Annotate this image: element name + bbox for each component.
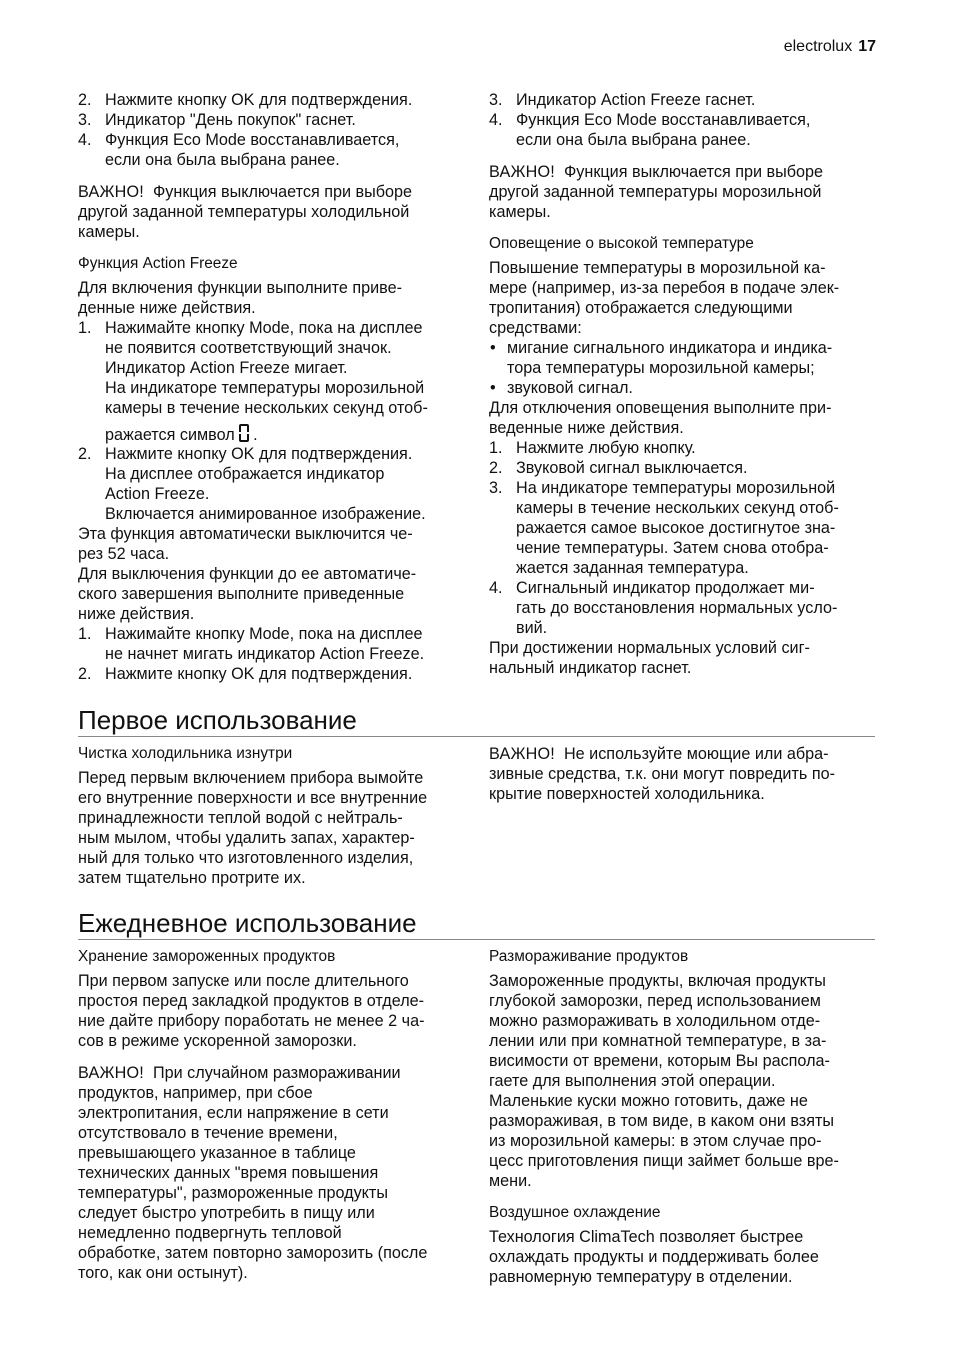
note-text: камеры. xyxy=(489,203,551,221)
paragraph-line: При достижении нормальных условий сиг- xyxy=(489,639,810,657)
important-label: ВАЖНО! xyxy=(78,183,144,201)
item-text: Сигнальный индикатор продолжает ми- xyxy=(516,579,815,597)
list-item xyxy=(78,110,468,130)
paragraph-line: Для включения функции выполните приве- xyxy=(78,279,402,297)
paragraph-line: Технология ClimaTech позволяет быстрее xyxy=(489,1228,804,1246)
item-text: не начнет мигать индикатор Action Freeze. xyxy=(105,645,425,663)
note-text: превышающего указанное в таблице xyxy=(78,1144,356,1162)
item-text: жается заданная температура. xyxy=(516,559,749,577)
item-text: Функция Eco Mode восстанавливается, xyxy=(105,131,400,149)
numbered-list xyxy=(78,90,468,170)
paragraph-line: Замороженные продукты, включая продукты xyxy=(489,972,826,990)
subheading-defrosting: Размораживание продуктов xyxy=(489,948,689,965)
item-text: Звуковой сигнал выключается. xyxy=(516,459,748,477)
item-text: камеры в течение нескольких секунд отоб- xyxy=(516,499,839,517)
item-text: ражается самое высокое достигнутое зна- xyxy=(516,519,836,537)
paragraph-line: ный для только что изготовленного изделия, xyxy=(78,849,414,867)
list-item xyxy=(489,458,879,478)
paragraph-line: лении или при комнатной температуре, в за- xyxy=(489,1032,827,1050)
paragraph-line: нальный индикатор гаснет. xyxy=(489,659,692,677)
item-text: Нажимайте кнопку Mode, пока на дисплее xyxy=(105,625,423,643)
item-number: 3. xyxy=(78,111,92,129)
paragraph-line: затем тщательно протрите их. xyxy=(78,869,306,887)
note-text: крытие поверхностей холодильника. xyxy=(489,785,765,803)
item-text: На индикаторе температуры морозильной xyxy=(516,479,836,497)
paragraph-line: цесс приготовления пищи займет больше вре- xyxy=(489,1152,839,1170)
item-text: Нажмите кнопку OK для подтверждения. xyxy=(105,445,413,463)
item-number: 1. xyxy=(78,625,92,643)
item-number: 2. xyxy=(78,445,92,463)
item-text: Нажмите кнопку OK для подтверждения. xyxy=(105,665,413,683)
item-text: Функция Eco Mode восстанавливается, xyxy=(516,111,811,129)
note-text: зивные средства, т.к. они могут повредить по- xyxy=(489,765,835,783)
paragraph-line: равномерную температуру в отделении. xyxy=(489,1268,793,1286)
paragraph-line: из морозильной камеры: в этом случае про- xyxy=(489,1132,822,1150)
paragraph-line: можно размораживать в холодильном отде- xyxy=(489,1012,821,1030)
paragraph-line: тропитания) отображается следующими xyxy=(489,299,793,317)
section-title-first-use: Первое использование xyxy=(78,705,875,737)
item-text: Индикатор "День покупок" гаснет. xyxy=(105,111,356,129)
item-number: 1. xyxy=(489,439,503,457)
page-number: 17 xyxy=(858,38,876,55)
paragraph-line: гаете для выполнения этой операции. xyxy=(489,1072,776,1090)
item-text: Нажмите любую кнопку. xyxy=(516,439,696,457)
note-text: немедленно подвергнуть тепловой xyxy=(78,1224,342,1242)
brand-name: electrolux xyxy=(783,38,853,55)
left-column-top xyxy=(78,90,468,684)
item-text: ражается символ xyxy=(105,426,235,444)
bullet-item xyxy=(489,338,879,378)
note-text: отсутствовало в течение времени, xyxy=(78,1124,338,1142)
note-text: При случайном размораживании xyxy=(152,1064,401,1082)
note-text: камеры. xyxy=(78,223,140,241)
list-item xyxy=(78,624,468,664)
list-item xyxy=(78,444,468,524)
note-text: электропитания, если напряжение в сети xyxy=(78,1104,389,1122)
list-item xyxy=(489,438,879,458)
subheading-action-freeze: Функция Action Freeze xyxy=(78,255,238,272)
item-text: камеры в течение нескольких секунд отоб- xyxy=(105,399,428,417)
item-text: Нажимайте кнопку Mode, пока на дисплее xyxy=(105,319,423,337)
note-text: продуктов, например, при сбое xyxy=(78,1084,313,1102)
page-header xyxy=(784,37,876,57)
paragraph-line: сов в режиме ускоренной заморозки. xyxy=(78,1032,357,1050)
paragraph-line: Перед первым включением прибора вымойте xyxy=(78,769,424,787)
note-text: того, как они остынут). xyxy=(78,1264,248,1282)
paragraph-line: Маленькие куски можно готовить, даже не xyxy=(489,1092,808,1110)
paragraph-line: Эта функция автоматически выключится че- xyxy=(78,525,413,543)
paragraph-line: При первом запуске или после длительного xyxy=(78,972,409,990)
subheading-high-temp-alarm: Оповещение о высокой температуре xyxy=(489,235,754,252)
bullet-mark: • xyxy=(490,379,496,397)
item-text: Нажмите кнопку OK для подтверждения. xyxy=(105,91,413,109)
item-text: На дисплее отображается индикатор xyxy=(105,465,385,483)
paragraph-line: простоя перед закладкой продуктов в отделе- xyxy=(78,992,425,1010)
bullet-item xyxy=(489,378,879,398)
paragraph-line: Повышение температуры в морозильной ка- xyxy=(489,259,826,277)
paragraph-line: Для отключения оповещения выполните при- xyxy=(489,399,832,417)
paragraph-line: ние дайте прибору поработать не менее 2 ча- xyxy=(78,1012,425,1030)
item-text: звуковой сигнал. xyxy=(507,379,633,397)
important-note xyxy=(78,182,468,242)
item-number: 3. xyxy=(489,479,503,497)
note-text: Функция выключается при выборе xyxy=(152,183,413,201)
item-number: 2. xyxy=(489,459,503,477)
item-number: 1. xyxy=(78,319,92,337)
item-number: 4. xyxy=(78,131,92,149)
subheading-air-cooling: Воздушное охлаждение xyxy=(489,1204,661,1221)
paragraph-line: Для выключения функции до ее автоматиче- xyxy=(78,565,417,583)
list-item xyxy=(489,90,879,110)
paragraph-line: охлаждать продукты и поддерживать более xyxy=(489,1248,819,1266)
item-number: 4. xyxy=(489,111,503,129)
daily-use-right xyxy=(489,947,879,1287)
important-label: ВАЖНО! xyxy=(489,163,555,181)
paragraph-line: висимости от времени, которым Вы распола- xyxy=(489,1052,830,1070)
item-text: вий. xyxy=(516,619,548,637)
first-use-left xyxy=(78,744,468,888)
item-text: . xyxy=(253,426,258,444)
right-column-top xyxy=(489,90,879,678)
important-label: ВАЖНО! xyxy=(489,745,555,763)
subheading-cleaning: Чистка холодильника изнутри xyxy=(78,745,293,762)
paragraph-line: размораживая, в том виде, в каком они взяты xyxy=(489,1112,835,1130)
list-item xyxy=(78,664,468,684)
note-text: Функция выключается при выборе xyxy=(563,163,824,181)
paragraph-line: ниже действия. xyxy=(78,605,195,623)
item-text: если она была выбрана ранее. xyxy=(105,151,340,169)
list-item xyxy=(489,110,879,150)
paragraph-line: мере (например, из-за перебоя в подаче элек- xyxy=(489,279,840,297)
paragraph-line: ным мылом, чтобы удалить запах, характер- xyxy=(78,829,415,847)
first-use-right xyxy=(489,744,879,804)
item-text: Индикатор Action Freeze мигает. xyxy=(105,359,348,377)
note-text: температуры", размороженные продукты xyxy=(78,1184,388,1202)
item-number: 2. xyxy=(78,665,92,683)
note-text: другой заданной температуры морозильной xyxy=(489,183,822,201)
item-text: чение температуры. Затем снова отобра- xyxy=(516,539,829,557)
list-item xyxy=(78,318,468,444)
paragraph-line: принадлежности теплой водой с нейтраль- xyxy=(78,809,403,827)
bullet-mark: • xyxy=(490,339,496,357)
paragraph-line: веденные ниже действия. xyxy=(489,419,684,437)
item-text: Включается анимированное изображение. xyxy=(105,505,426,523)
paragraph-line: рез 52 часа. xyxy=(78,545,170,563)
item-text: не появится соответствующий значок. xyxy=(105,339,392,357)
list-item xyxy=(78,90,468,110)
item-text: если она была выбрана ранее. xyxy=(516,131,751,149)
list-item xyxy=(78,130,468,170)
item-text: Action Freeze. xyxy=(105,485,210,503)
paragraph-line: глубокой заморозки, перед использованием xyxy=(489,992,821,1010)
list-item xyxy=(489,478,879,578)
item-number: 3. xyxy=(489,91,503,109)
item-text: Индикатор Action Freeze гаснет. xyxy=(516,91,756,109)
note-text: следует быстро употребить в пищу или xyxy=(78,1204,375,1222)
note-text: обработке, затем повторно заморозить (после xyxy=(78,1244,428,1262)
item-text: На индикаторе температуры морозильной xyxy=(105,379,425,397)
note-text: Не используйте моющие или абра- xyxy=(563,745,829,763)
paragraph-line: ского завершения выполните приведенные xyxy=(78,585,405,603)
paragraph-line: средствами: xyxy=(489,319,582,337)
item-text: тора температуры морозильной камеры; xyxy=(507,359,815,377)
item-number: 2. xyxy=(78,91,92,109)
item-text: гать до восстановления нормальных усло- xyxy=(516,599,838,617)
paragraph-line: мени. xyxy=(489,1172,532,1190)
note-text: другой заданной температуры холодильной xyxy=(78,203,410,221)
display-symbol-icon xyxy=(239,424,249,442)
subheading-frozen-storage: Хранение замороженных продуктов xyxy=(78,948,336,965)
paragraph-line: его внутренние поверхности и все внутренние xyxy=(78,789,428,807)
important-label: ВАЖНО! xyxy=(78,1064,144,1082)
paragraph-line: денные ниже действия. xyxy=(78,299,256,317)
item-text: мигание сигнального индикатора и индика- xyxy=(507,339,833,357)
note-text: технических данных "время повышения xyxy=(78,1164,379,1182)
daily-use-left xyxy=(78,947,468,1283)
list-item xyxy=(489,578,879,638)
important-note xyxy=(489,162,879,222)
section-title-daily-use: Ежедневное использование xyxy=(78,908,875,940)
item-number: 4. xyxy=(489,579,503,597)
